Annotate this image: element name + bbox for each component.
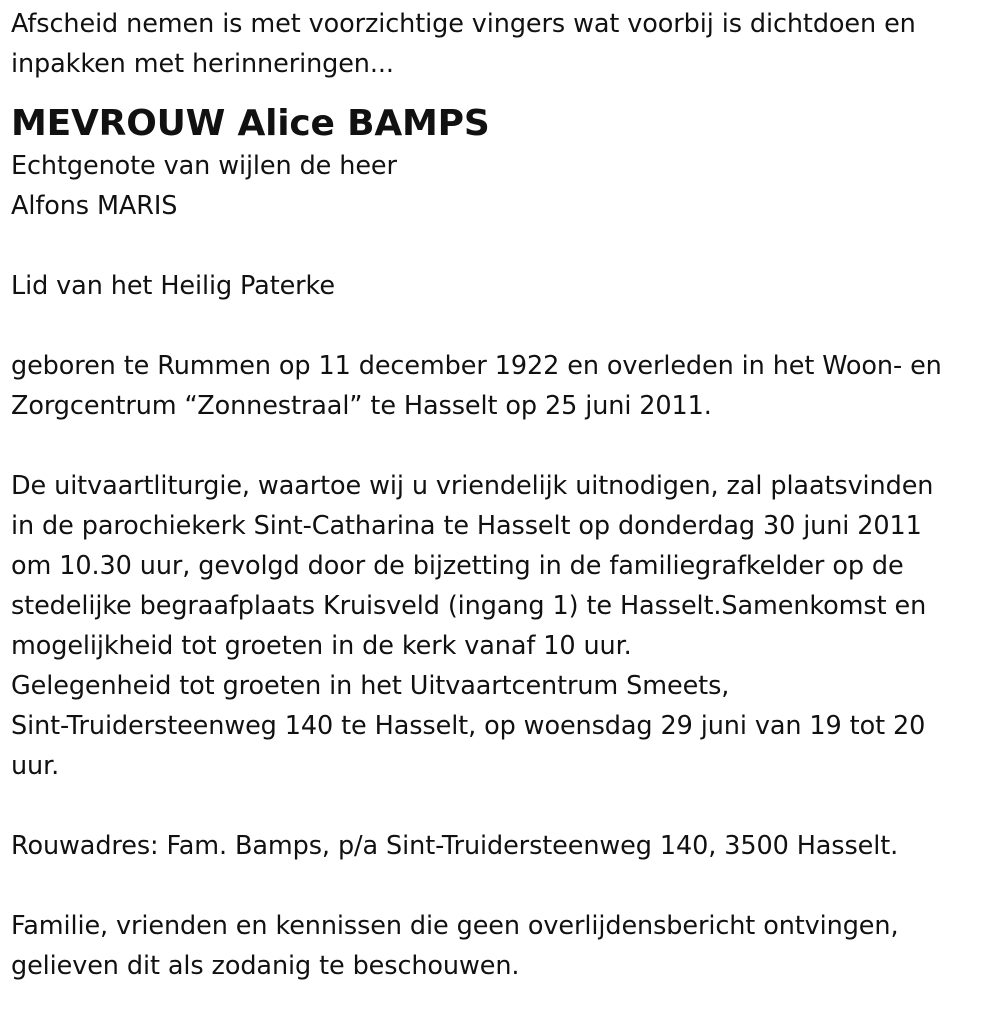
birth-death-info [11,346,986,426]
membership: Lid van het Heilig Paterke [11,271,335,301]
spacer [11,226,986,266]
funeral-line-1: De uitvaartliturgie, waartoe wij u vriendelijk uitnodigen, zal plaatsvinden [11,471,934,501]
mourning-address: Rouwadres: Fam. Bamps, p/a Sint-Truidersteenweg 140, 3500 Hasselt. [11,831,899,861]
closing-note [11,906,986,986]
closing-line-1: Familie, vrienden en kennissen die geen overlijdensbericht ontvingen, [11,911,899,941]
birth-death-line-2: Zorgcentrum “Zonnestraal” te Hasselt op 25 juni 2011. [11,391,712,421]
funeral-line-4: stedelijke begraafplaats Kruisveld (ingang 1) te Hasselt.Samenkomst en [11,591,927,621]
obituary-document [11,4,986,986]
funeral-line-2: in de parochiekerk Sint-Catharina te Hasselt op donderdag 30 juni 2011 [11,511,922,541]
closing-line-2: gelieven dit als zodanig te beschouwen. [11,951,520,981]
spacer [11,426,986,466]
quote-line-2: inpakken met herinneringen... [11,49,394,79]
spouse-info [11,146,986,226]
funeral-info [11,466,986,786]
funeral-line-6: Gelegenheid tot groeten in het Uitvaartcentrum Smeets, [11,671,730,701]
spacer [11,786,986,826]
birth-death-line-1: geboren te Rummen op 11 december 1922 en overleden in het Woon- en [11,351,942,381]
spacer [11,306,986,346]
funeral-line-3: om 10.30 uur, gevolgd door de bijzetting in de familiegrafkelder op de [11,551,904,581]
quote-line-1: Afscheid nemen is met voorzichtige vingers wat voorbij is dichtdoen en [11,9,916,39]
opening-quote [11,4,986,84]
funeral-line-5: mogelijkheid tot groeten in de kerk vanaf 10 uur. [11,631,632,661]
funeral-line-7: Sint-Truidersteenweg 140 te Hasselt, op woensdag 29 juni van 19 tot 20 [11,711,926,741]
spouse-line-1: Echtgenote van wijlen de heer [11,151,397,181]
deceased-name: MEVROUW Alice BAMPS [11,103,490,144]
spouse-line-2: Alfons MARIS [11,191,178,221]
spacer [11,866,986,906]
funeral-line-8: uur. [11,751,60,781]
